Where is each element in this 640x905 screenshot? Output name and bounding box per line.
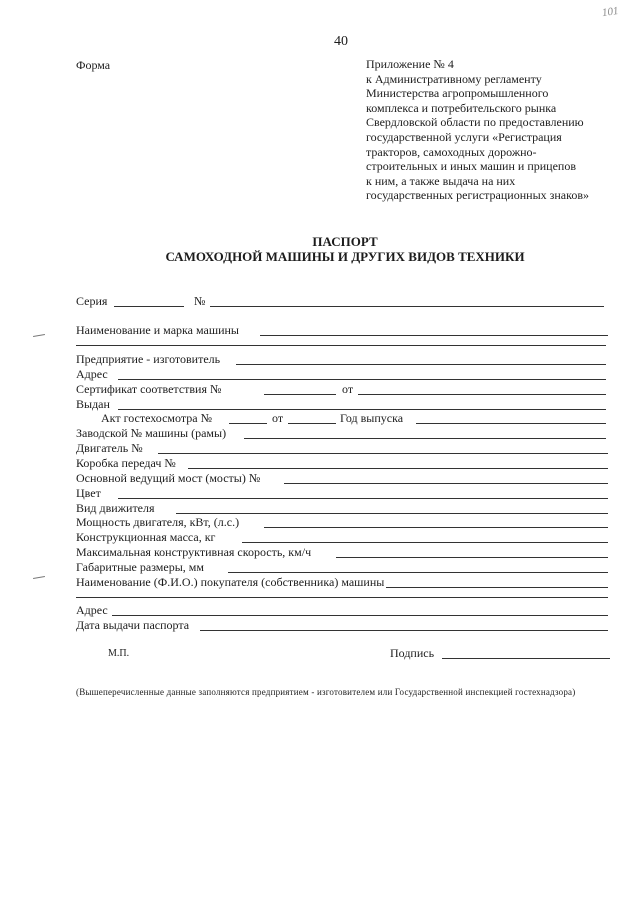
margin-tick — [33, 334, 45, 337]
name-brand-row — [76, 323, 608, 339]
buyer-label: Наименование (Ф.И.О.) покупателя (собственника) машины — [76, 575, 385, 589]
appendix-line: комплекса и потребительского рынка — [366, 100, 557, 115]
dimensions-label: Габаритные размеры, мм — [76, 560, 204, 574]
certificate-number-field[interactable] — [264, 394, 336, 395]
appendix-line: строительных и иных машин и прицепов — [366, 159, 577, 174]
buyer-field-cont[interactable] — [76, 597, 608, 598]
name-brand-field[interactable] — [260, 335, 608, 336]
manufacturer-row — [76, 352, 608, 368]
inspection-act-number-field[interactable] — [229, 423, 267, 424]
name-brand-field-cont[interactable] — [76, 345, 606, 346]
buyer-address-label: Адрес — [76, 603, 108, 617]
series-field[interactable] — [114, 306, 184, 307]
stamp-label: М.П. — [108, 648, 130, 659]
appendix-line: государственных регистрационных знаков» — [366, 188, 590, 203]
inspection-date-field[interactable] — [288, 423, 336, 424]
signature-label: Подпись — [390, 646, 435, 660]
inspection-from-label: от — [272, 411, 284, 425]
engine-label: Двигатель № — [76, 441, 143, 455]
buyer-row — [76, 575, 610, 591]
buyer-address-row — [76, 603, 610, 619]
passport-subtitle: САМОХОДНОЙ МАШИНЫ И ДРУГИХ ВИДОВ ТЕХНИКИ — [165, 249, 525, 264]
color-field[interactable] — [118, 498, 608, 499]
color-row — [76, 486, 610, 502]
gearbox-row — [76, 456, 610, 472]
engine-row — [76, 441, 610, 457]
footnote: (Вышеперечисленные данные заполняются предприятием - изготовителем или Государственной инспекцией гостехнадзора) — [76, 687, 576, 697]
passport-title: ПАСПОРТ — [312, 234, 378, 249]
address-label: Адрес — [76, 367, 108, 381]
certificate-row — [76, 382, 608, 398]
power-label: Мощность двигателя, кВт, (л.с.) — [76, 515, 240, 529]
certificate-date-field[interactable] — [358, 394, 606, 395]
signature-row — [390, 646, 610, 662]
drive-type-field[interactable] — [176, 513, 608, 514]
buyer-address-field[interactable] — [112, 615, 608, 616]
manufacturer-field[interactable] — [236, 364, 606, 365]
drive-type-label: Вид движителя — [76, 501, 155, 515]
inspection-row — [76, 411, 608, 427]
appendix-line: Свердловской области по предоставлению — [366, 115, 584, 130]
appendix-line: Министерства агропромышленного — [366, 86, 549, 101]
name-brand-label: Наименование и марка машины — [76, 323, 239, 337]
mass-field[interactable] — [242, 542, 608, 543]
manufacturer-label: Предприятие - изготовитель — [76, 352, 221, 366]
number-field[interactable] — [210, 306, 604, 307]
year-label: Год выпуска — [340, 411, 404, 425]
margin-tick — [33, 576, 45, 579]
power-row — [76, 515, 610, 531]
address-field[interactable] — [118, 379, 606, 380]
gearbox-label: Коробка передач № — [76, 456, 176, 470]
factory-number-label: Заводской № машины (рамы) — [76, 426, 227, 440]
axle-label: Основной ведущий мост (мосты) № — [76, 471, 261, 485]
inspection-act-label: Акт гостехосмотра № — [101, 411, 213, 425]
color-label: Цвет — [76, 486, 101, 500]
gearbox-field[interactable] — [188, 468, 608, 469]
signature-field[interactable] — [442, 658, 610, 659]
buyer-field[interactable] — [386, 587, 608, 588]
appendix-block — [366, 57, 589, 203]
issue-date-field[interactable] — [200, 630, 608, 631]
axle-row — [76, 471, 610, 487]
series-label: Серия — [76, 294, 108, 308]
page-number: 40 — [334, 34, 348, 49]
certificate-label: Сертификат соответствия № — [76, 382, 222, 396]
form-label: Форма — [76, 58, 111, 72]
dimensions-field[interactable] — [228, 572, 608, 573]
mass-label: Конструкционная масса, кг — [76, 530, 216, 544]
power-field[interactable] — [264, 527, 608, 528]
issue-date-row — [76, 618, 610, 634]
max-speed-label: Максимальная конструктивная скорость, км/ч — [76, 545, 312, 559]
issued-field[interactable] — [118, 409, 606, 410]
certificate-from-label: от — [342, 382, 354, 396]
mass-row — [76, 530, 610, 546]
corner-page-mark: 101 — [601, 4, 620, 20]
max-speed-field[interactable] — [336, 557, 608, 558]
max-speed-row — [76, 545, 610, 561]
appendix-line: к Административному регламенту — [366, 71, 542, 86]
appendix-line: тракторов, самоходных дорожно- — [366, 144, 537, 159]
appendix-line: к ним, а также выдача на них — [366, 173, 516, 188]
factory-number-row — [76, 426, 608, 442]
address-row — [76, 367, 608, 383]
issue-date-label: Дата выдачи паспорта — [76, 618, 190, 632]
series-row — [76, 294, 606, 310]
year-field[interactable] — [416, 423, 606, 424]
issued-label: Выдан — [76, 397, 110, 411]
dimensions-row — [76, 560, 610, 576]
factory-number-field[interactable] — [244, 438, 606, 439]
axle-field[interactable] — [284, 483, 608, 484]
number-label: № — [194, 294, 206, 308]
appendix-line: государственной услуги «Регистрация — [366, 129, 562, 144]
appendix-line: Приложение № 4 — [366, 57, 454, 71]
engine-field[interactable] — [158, 453, 608, 454]
